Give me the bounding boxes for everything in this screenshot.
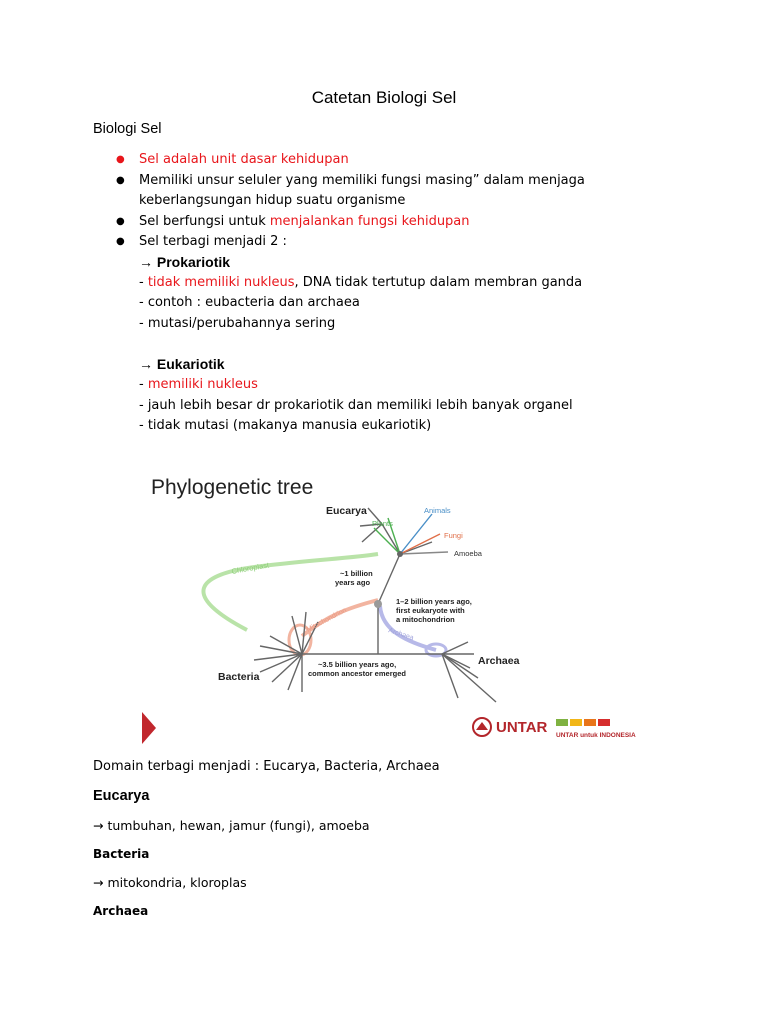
- label-1-2-billion: 1–2 billion years ago,: [396, 597, 472, 606]
- label-first-eukaryote: first eukaryote with: [396, 606, 465, 615]
- bullet-dot: ●: [116, 154, 125, 165]
- prokariotik-heading: → Prokariotik: [139, 254, 231, 270]
- bullet-text: [139, 212, 470, 232]
- node-marker: [374, 600, 382, 608]
- eukariotik-line: - tidak mutasi (makanya manusia eukariotik): [139, 418, 432, 433]
- prokariotik-line: - mutasi/perubahannya sering: [139, 316, 336, 331]
- dash: -: [139, 377, 148, 392]
- highlight-text: memiliki nukleus: [147, 377, 258, 392]
- label-1-billion-years: years ago: [335, 578, 371, 587]
- domain-line: Domain terbagi menjadi : Eucarya, Bacteria, Archaea: [93, 759, 440, 774]
- untar-tagline: UNTAR untuk INDONESIA: [556, 732, 636, 739]
- label-amoeba: Amoeba: [454, 549, 482, 558]
- eucarya-heading: Eucarya: [93, 788, 150, 804]
- label-bacteria: Bacteria: [218, 671, 260, 683]
- prokariotik-line: - contoh : eubacteria dan archaea: [139, 295, 360, 310]
- archaea-heading: Archaea: [93, 904, 149, 918]
- label-archaea-branch: Archaea: [387, 627, 415, 642]
- bullet-text-continued: keberlangsungan hidup suatu organisme: [139, 193, 406, 208]
- bullet-text: Sel terbagi menjadi 2 :: [139, 234, 287, 249]
- label-archaea: Archaea: [478, 655, 520, 667]
- label-animals: Animals: [424, 506, 451, 515]
- untar-logo: [473, 718, 548, 736]
- dash: -: [139, 275, 148, 290]
- eukariotik-line: - jauh lebih besar dr prokariotik dan memiliki lebih banyak organel: [139, 398, 573, 413]
- bacteria-heading: Bacteria: [93, 847, 150, 861]
- label-eucarya: Eucarya: [326, 505, 367, 517]
- label-3-5-billion: ~3.5 billion years ago,: [318, 660, 397, 669]
- label-fungi: Fungi: [444, 531, 463, 540]
- bullet-text: Memiliki unsur seluler yang memiliki fungsi masing” dalam menjaga: [139, 173, 585, 188]
- chloroplast-branch: [203, 554, 378, 630]
- prokariotik-line: [139, 273, 582, 293]
- node-marker: [397, 551, 403, 557]
- bullet-dot: ●: [116, 216, 125, 227]
- bullet-dot: ●: [116, 175, 125, 186]
- label-common-ancestor: common ancestor emerged: [308, 669, 406, 678]
- highlight-text: tidak memiliki nukleus: [147, 275, 295, 290]
- slide-corner-decoration: [142, 712, 156, 744]
- phylogenetic-tree-figure: [142, 446, 636, 746]
- eukariotik-line: [139, 375, 258, 395]
- bullet-text-plain: Sel berfungsi untuk: [139, 214, 270, 229]
- bullet-text-highlight: menjalankan fungsi kehidupan: [269, 214, 470, 229]
- page-title: Catetan Biologi Sel: [311, 88, 457, 107]
- bullet-text: Sel adalah unit dasar kehidupan: [139, 152, 349, 167]
- eucarya-text: → tumbuhan, hewan, jamur (fungi), amoeba: [93, 818, 370, 833]
- untar-untuk-indonesia-badge: [556, 719, 636, 739]
- label-plants: Plants: [372, 519, 393, 528]
- label-1-billion: ~1 billion: [340, 569, 373, 578]
- bullet-dot: ●: [116, 236, 125, 247]
- phylogenetic-tree-diagram: [142, 446, 636, 746]
- figure-title: Phylogenetic tree: [151, 476, 314, 499]
- label-a-mitochondrion: a mitochondrion: [396, 615, 455, 624]
- label-mitochondrion: Mitochondrion: [305, 606, 348, 634]
- section-heading: Biologi Sel: [93, 121, 162, 137]
- untar-logo-text: UNTAR: [496, 719, 548, 736]
- bacteria-text: → mitokondria, kloroplas: [93, 875, 247, 890]
- plain-text: , DNA tidak tertutup dalam membran ganda: [294, 275, 583, 290]
- eukariotik-heading: → Eukariotik: [139, 356, 225, 372]
- label-chloroplast: Chloroplast: [230, 560, 270, 576]
